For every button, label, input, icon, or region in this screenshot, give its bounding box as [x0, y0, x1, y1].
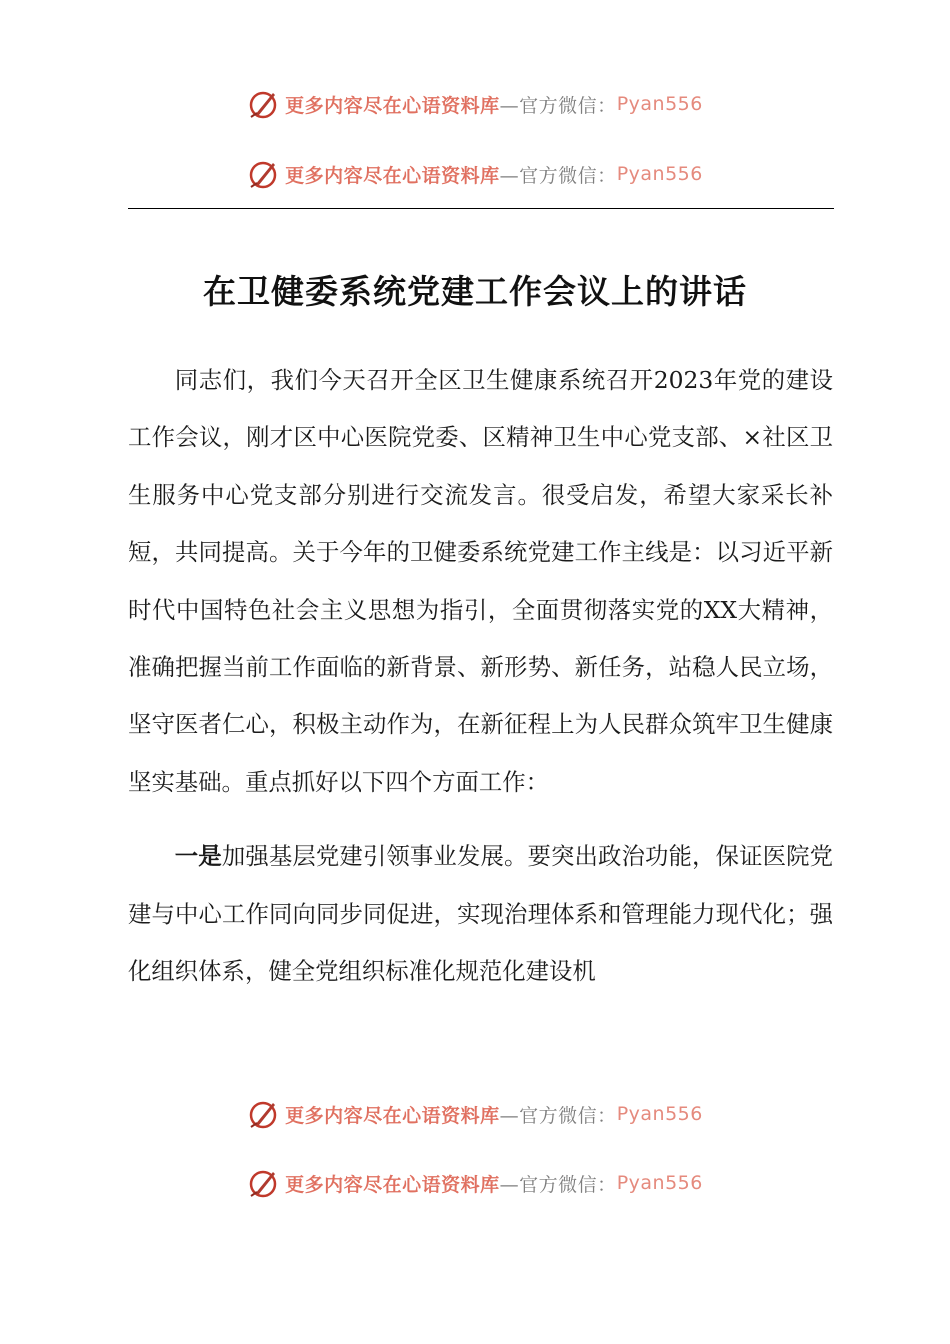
watermark-text: —官方微信： [499, 94, 617, 117]
paragraph-text: 同志们，我们今天召开全区卫生健康系统召开2023年党的建设工作会议，刚才区中心医院党委、区精神卫生中心党支部、×社区卫生服务中心党支部分别进行交流发言。很受启发，希望大家采长补短，共同提高。关于今年的卫健委系统党建工作主线是：以习近平新时代中国特色社会主义思想为指引，全面贯彻落实党的XX大精神，准确把握当前工作面临的新背景、新形势、新任务，站稳人民立场，坚守医者仁心，积极主动作为，在新征程上为人民群众筑牢卫生健康坚实基础。重点抓好以下四个方面工作： [128, 366, 833, 796]
watermark-text: —官方微信： [499, 1173, 617, 1196]
watermark-wechat-id: Pyan556 [616, 93, 703, 115]
quill-logo-icon [247, 1166, 281, 1200]
quill-logo-icon [247, 157, 281, 191]
header-divider [128, 208, 834, 209]
quill-logo-icon [247, 87, 281, 121]
watermark-text: 更多内容尽在心语资料库 [285, 94, 500, 117]
document-body [128, 352, 833, 1000]
watermark-banner [0, 154, 950, 194]
watermark-banner [0, 1094, 950, 1134]
watermark-banner [0, 84, 950, 124]
watermark-wechat-id: Pyan556 [616, 1103, 703, 1125]
quill-logo-icon [247, 1097, 281, 1131]
paragraph [128, 828, 833, 1000]
paragraph-text: 加强基层党建引领事业发展。要突出政治功能，保证医院党建与中心工作同向同步同促进，实现治理体系和管理能力现代化；强化组织体系，健全党组织标准化规范化建设机 [128, 842, 834, 986]
watermark-text: —官方微信： [499, 164, 617, 187]
watermark-text: 更多内容尽在心语资料库 [285, 164, 500, 187]
document-title: 在卫健委系统党建工作会议上的讲话 [203, 272, 747, 311]
watermark-wechat-id: Pyan556 [616, 1172, 703, 1194]
paragraph [128, 352, 833, 811]
watermark-text: 更多内容尽在心语资料库 [285, 1104, 500, 1127]
watermark-wechat-id: Pyan556 [616, 163, 703, 185]
watermark-text: —官方微信： [499, 1104, 617, 1127]
paragraph-lead: 一是 [174, 842, 222, 871]
watermark-banner [0, 1163, 950, 1203]
watermark-text: 更多内容尽在心语资料库 [285, 1173, 500, 1196]
